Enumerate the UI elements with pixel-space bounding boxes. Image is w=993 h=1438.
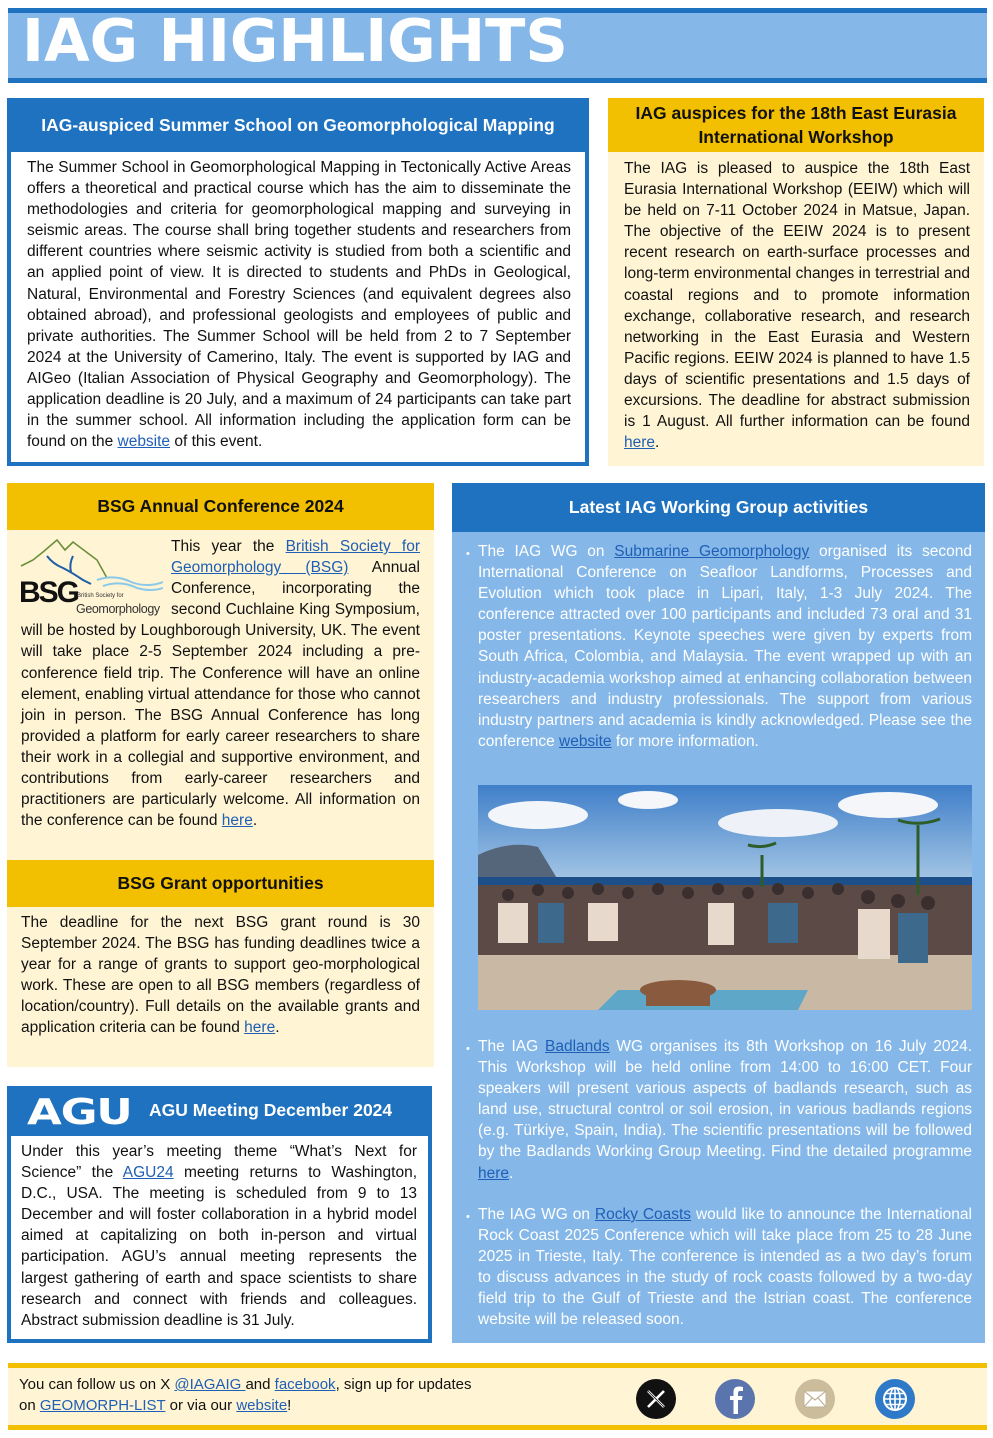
agu24-link[interactable]: AGU24 xyxy=(122,1164,174,1182)
bsg-text-start: This year the xyxy=(171,538,286,555)
agu-body xyxy=(11,1136,428,1339)
bsg-grant-text-end: . xyxy=(275,1019,280,1037)
eurasia-box xyxy=(608,98,984,466)
footer-text-2: and xyxy=(245,1376,275,1393)
eurasia-heading: IAG auspices for the 18th East Eurasia International Workshop xyxy=(608,98,984,152)
summer-school-box xyxy=(7,98,589,466)
footer-text-3: , sign up for updates xyxy=(335,1376,472,1393)
summer-school-heading: IAG-auspiced Summer School on Geomorphological Mapping xyxy=(41,114,555,135)
summer-school-text: The Summer School in Geomorphological Mapping in Tectonically Active Areas offers a theoretical and practical course which has the aim to disseminate the methodologies and criteria for geomorphological mapping and surveying in seismic areas. The course shall bring together students and researchers from different countries where seismic activity is studied from both a scientific and an applied point of view. It is directed to students and PhDs in Geological, Natural, Environmental and Forestry Sciences (and equivalent degrees also obtained abroad), and professional geologists and employees of public and private authorities. The Summer School will be held from 2 to 7 September 2024 at the University of Camerino, Italy. The event is supported by IAG and AIGeo (Italian Association of Physical Geography and Geomorphology). The application deadline is 20 July, and a maximum of 24 participants can take part in the summer school. All information including the application form can be found on the xyxy=(27,159,571,451)
footer-text-1: You can follow us on X xyxy=(19,1376,175,1393)
summer-school-text-end: of this event. xyxy=(170,433,263,451)
footer-text xyxy=(19,1374,472,1416)
page-title: IAG HIGHLIGHTS xyxy=(22,6,568,75)
agu-box xyxy=(7,1086,432,1343)
bsg-logo xyxy=(19,538,163,618)
mail-icon[interactable] xyxy=(795,1379,835,1419)
submarine-geomorphology-link[interactable]: Submarine Geomorphology xyxy=(614,543,810,560)
bsg-logo-line2: Geomorphology xyxy=(76,602,160,616)
wg-text: would like to announce the International Rock Coast 2025 Conference which will take place from 25 to 28 June 2025 in Trieste, Italy. The conference is intended as a two day’s forum to discuss advances in the study of rock coasts followed by a two-day field trip to the Gulf of Trieste and the Istrian coast. The conference website will be released soon. xyxy=(478,1206,972,1329)
masthead xyxy=(8,8,987,83)
working-groups-heading: Latest IAG Working Group activities xyxy=(452,483,985,532)
facebook-link[interactable]: facebook xyxy=(274,1376,336,1393)
bsg-grant-body xyxy=(7,907,434,1039)
bsg-grant-text: The deadline for the next BSG grant round is 30 September 2024. The BSG has funding deadlines twice a year for a range of grants to support geo-morphological work. These are open to all BSG members (regardless of location/country). Full details on the available grants and application criteria can be found xyxy=(21,914,420,1037)
eurasia-text-end: . xyxy=(655,434,660,452)
bullet-icon: • xyxy=(466,1043,470,1055)
website-link[interactable]: website xyxy=(236,1397,288,1414)
bsg-society-link[interactable]: British Society for Geomorphology (BSG) xyxy=(171,538,420,577)
wg-text: . xyxy=(509,1164,514,1182)
wg-text: The IAG WG on xyxy=(478,543,615,560)
wg-text: for more information. xyxy=(611,732,759,750)
bullet-icon: • xyxy=(466,1211,470,1223)
agu-text-end: meeting returns to Washington, D.C., USA. The meeting is scheduled from 9 to 13 December and will foster collaboration in a hybrid model aimed at capitalizing on both in-person and virtual participation. AGU’s annual meeting represents the largest gathering of earth and space scientists to share research and connect with friends and colleagues. Abstract submission deadline is 31 July. xyxy=(21,1164,417,1329)
agu-text: Under this year’s meeting theme “What’s Next for Science” the xyxy=(21,1143,417,1182)
wg-item-submarine xyxy=(466,541,972,752)
eurasia-here-link[interactable]: here xyxy=(624,434,656,452)
agu-heading: AGU Meeting December 2024 xyxy=(149,1100,393,1120)
bsg-text-end: . xyxy=(252,812,258,830)
globe-icon[interactable] xyxy=(875,1379,915,1419)
bsg-logo-abbr: BSG xyxy=(19,576,79,609)
conference-website-link[interactable]: website xyxy=(559,732,612,750)
footer-text-6: ! xyxy=(287,1397,292,1414)
x-icon[interactable] xyxy=(636,1379,676,1419)
bsg-conference-body xyxy=(7,530,434,831)
conference-group-photo xyxy=(478,785,972,1010)
geomorph-list-link[interactable]: GEOMORPH-LIST xyxy=(39,1397,166,1414)
wg-text: The IAG WG on xyxy=(478,1206,595,1223)
bsg-conference-here-link[interactable]: here xyxy=(221,812,253,830)
working-groups-box xyxy=(452,483,985,1343)
x-handle-link[interactable]: @IAGAIG xyxy=(174,1376,246,1393)
bsg-grant-here-link[interactable]: here xyxy=(244,1019,276,1037)
bsg-conference-heading: BSG Annual Conference 2024 xyxy=(7,483,434,530)
group-photo xyxy=(478,785,972,1010)
wg-item-rocky-coasts xyxy=(466,1204,972,1331)
facebook-icon[interactable] xyxy=(715,1379,755,1419)
wg-item-badlands xyxy=(466,1036,972,1184)
wg-text: WG organises its 8th Workshop on 16 July 2024. This Workshop will be held online from 14:00 to 16:00 CET. Four speakers will present various aspects of badlands research, such as land use, structural control or soil erosion, in various badlands regions (e.g. Türkiye, Spain, India). The scientific presentations will be followed by the Badlands Working Group Meeting. Find the detailed programme xyxy=(478,1038,972,1161)
bsg-text-middle: Annual Conference, incorporating the second Cuchlaine King Symposium, will be hosted by Loughborough University, UK. The event will take place 2-5 September 2024 including a pre-conference field trip. The Conference will have an online element, enabling virtual attendance for those who cannot join in person. The BSG Annual Conference has long provided a platform for early career researchers to share their work in a collegial and supportive environment, and contributions from early-career researchers and practitioners are particularly welcome. All information on the conference can be found xyxy=(21,559,420,830)
agu-header xyxy=(7,1086,432,1136)
summer-school-body xyxy=(11,152,585,462)
footer-text-5: or via our xyxy=(165,1397,237,1414)
bsg-grant-heading: BSG Grant opportunities xyxy=(7,860,434,907)
wg-text: The IAG xyxy=(478,1038,545,1055)
footer-text-4: on xyxy=(19,1397,40,1414)
bsg-logo-line1: British Society for xyxy=(77,593,124,599)
agu-logo: AGU xyxy=(27,1092,132,1133)
rocky-coasts-link[interactable]: Rocky Coasts xyxy=(594,1206,692,1223)
bullet-icon: • xyxy=(466,548,470,560)
summer-school-website-link[interactable]: website xyxy=(117,433,171,451)
badlands-programme-link[interactable]: here xyxy=(478,1164,510,1182)
eurasia-text: The IAG is pleased to auspice the 18th East Eurasia International Workshop (EEIW) which will be held on 7-11 October 2024 in Matsue, Japan. The objective of the EEIW 2024 is to present recent research on earth-surface processes and long-term environmental changes in terrestrial and coastal regions and to promote information exchange, collaborative research, and research networking in the East Eurasia and Western Pacific regions. EEIW 2024 is planned to have 1.5 days of scientific presentations and 1.5 days of excursions. The deadline for abstract submission is 1 August. All further information can be found xyxy=(624,160,970,431)
footer xyxy=(8,1363,987,1430)
bsg-box xyxy=(7,483,434,1067)
eurasia-body xyxy=(608,152,984,453)
wg-text: organised its second International Conference on Seafloor Landforms, Processes and Evolution which took place in Lipari, Italy, 1-3 July 2024. The conference attracted over 100 participants and included 73 oral and 31 poster presentations. Keynote speeches were given by experts from South Africa, Colombia, and Malaysia. The event wrapped up with an industry-academia workshop aimed at enhancing collaboration between researchers and industry professionals. The support from various industry partners and academia is kindly acknowledged. Please see the conference xyxy=(478,543,972,750)
badlands-link[interactable]: Badlands xyxy=(545,1038,610,1055)
